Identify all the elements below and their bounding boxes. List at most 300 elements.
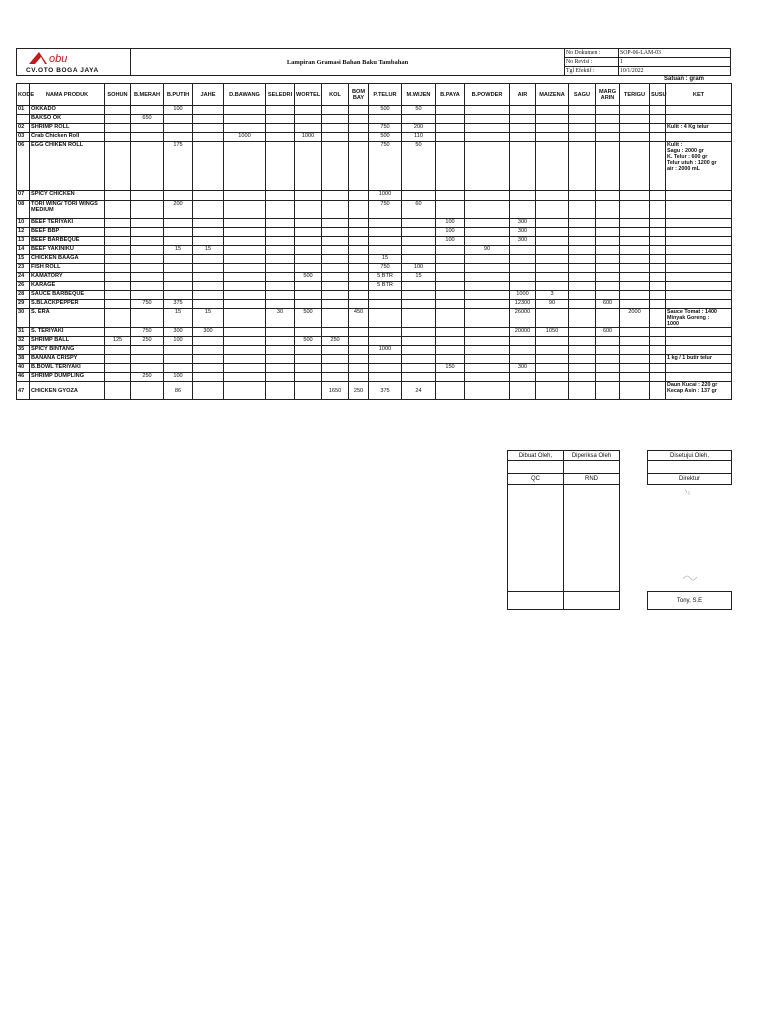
column-header: KOL [322,84,349,106]
quantity-cell [131,142,164,191]
quantity-cell [596,309,620,328]
quantity-cell [596,337,620,346]
quantity-cell [465,309,510,328]
quantity-cell: 150 [436,364,465,373]
product-name: KARAGE [30,282,105,291]
quantity-cell [569,106,596,115]
quantity-cell [266,382,295,400]
quantity-cell [465,191,510,201]
quantity-cell: 750 [369,124,402,133]
quantity-cell [349,219,369,228]
director-stamp-mark [675,487,705,587]
quantity-cell: 15 [193,246,224,255]
quantity-cell [620,382,650,400]
quantity-cell [105,309,131,328]
quantity-cell [436,300,465,309]
quantity-cell [105,255,131,264]
quantity-cell [105,142,131,191]
note-cell [666,115,732,124]
column-header: SUSU [650,84,666,106]
quantity-cell [436,124,465,133]
quantity-cell [322,373,349,382]
product-code: 07 [17,191,30,201]
quantity-cell [569,228,596,237]
column-header: B.PAYA [436,84,465,106]
quantity-cell: 100 [436,219,465,228]
quantity-cell [164,133,193,142]
product-code: 26 [17,282,30,291]
quantity-cell [536,228,569,237]
quantity-cell [620,328,650,337]
quantity-cell [266,291,295,300]
quantity-cell [224,237,266,246]
quantity-cell [465,142,510,191]
quantity-cell [620,255,650,264]
table-row [17,309,732,328]
quantity-cell [131,191,164,201]
quantity-cell [596,191,620,201]
quantity-cell [402,373,436,382]
quantity-cell [105,355,131,364]
quantity-cell [650,328,666,337]
quantity-cell: 450 [349,309,369,328]
quantity-cell [569,382,596,400]
made-by-role: QC [508,474,564,485]
product-name: BEEF YAKINIKU [30,246,105,255]
quantity-cell [105,133,131,142]
quantity-cell [436,382,465,400]
quantity-cell [105,106,131,115]
quantity-cell [369,219,402,228]
quantity-cell [369,228,402,237]
quantity-cell [349,237,369,246]
quantity-cell: 100 [436,228,465,237]
quantity-cell [650,364,666,373]
quantity-cell [620,346,650,355]
product-code: 38 [17,355,30,364]
quantity-cell [510,133,536,142]
quantity-cell [224,300,266,309]
table-row [17,133,732,142]
column-header: P.TELUR [369,84,402,106]
product-code: 46 [17,373,30,382]
quantity-cell [596,106,620,115]
quantity-cell [193,237,224,246]
quantity-cell [650,373,666,382]
quantity-cell [536,355,569,364]
quantity-cell [620,191,650,201]
note-cell [666,133,732,142]
quantity-cell [536,219,569,228]
quantity-cell [402,282,436,291]
product-name: OKKADO [30,106,105,115]
quantity-cell [224,382,266,400]
table-row [17,264,732,273]
quantity-cell [349,133,369,142]
column-header: JAHE [193,84,224,106]
quantity-cell: 200 [402,124,436,133]
quantity-cell [650,237,666,246]
quantity-cell [131,364,164,373]
table-row [17,273,732,282]
note-cell [666,219,732,228]
quantity-cell [510,246,536,255]
quantity-cell [193,219,224,228]
quantity-cell [322,133,349,142]
product-name: B.BOWL TERIYAKI [30,364,105,373]
quantity-cell [349,264,369,273]
product-code [17,115,30,124]
quantity-cell [569,246,596,255]
column-header: SOHUN [105,84,131,106]
quantity-cell [266,228,295,237]
quantity-cell [465,255,510,264]
quantity-cell [131,246,164,255]
quantity-cell [193,300,224,309]
quantity-cell [536,373,569,382]
quantity-cell [266,364,295,373]
table-row [17,346,732,355]
signature-block-qc-rnd [507,450,620,610]
note-cell: Sauce Tomat : 1400 Minyak Goreng : 1000 [666,309,732,328]
quantity-cell [193,191,224,201]
quantity-cell [596,264,620,273]
quantity-cell [164,191,193,201]
quantity-cell [193,337,224,346]
quantity-cell [536,133,569,142]
director-sign-area [648,485,732,592]
quantity-cell [105,237,131,246]
quantity-cell: 250 [322,337,349,346]
quantity-cell [193,346,224,355]
product-code: 06 [17,142,30,191]
quantity-cell: 1000 [510,291,536,300]
quantity-cell [224,246,266,255]
column-header: SELEDRI [266,84,295,106]
table-row [17,300,732,309]
checked-by-heading: Diperiksa Oleh [564,451,620,461]
quantity-cell [105,382,131,400]
product-name: SAUCE BARBEQUE [30,291,105,300]
quantity-cell [266,191,295,201]
quantity-cell [436,309,465,328]
product-code: 30 [17,309,30,328]
quantity-cell [569,309,596,328]
product-code: 40 [17,364,30,373]
quantity-cell [536,273,569,282]
quantity-cell [131,346,164,355]
quantity-cell [295,255,322,264]
quantity-cell [266,328,295,337]
quantity-cell: 750 [369,201,402,219]
quantity-cell [569,264,596,273]
quantity-cell [510,373,536,382]
quantity-cell [131,273,164,282]
quantity-cell [164,115,193,124]
quantity-cell [465,201,510,219]
quantity-cell [224,255,266,264]
quantity-cell [349,115,369,124]
note-cell [666,346,732,355]
quantity-cell: 100 [436,237,465,246]
quantity-cell: 1650 [322,382,349,400]
quantity-cell [569,219,596,228]
quantity-cell [650,355,666,364]
quantity-cell [131,282,164,291]
quantity-cell [322,255,349,264]
quantity-cell [193,291,224,300]
product-name: CHICKEN GYOZA [30,382,105,400]
quantity-cell [295,115,322,124]
note-cell [666,228,732,237]
table-row [17,237,732,246]
quantity-cell [596,228,620,237]
quantity-cell [650,300,666,309]
quantity-cell [510,124,536,133]
note-cell: Daun Kucai : 220 gr Kecap Asin : 137 gr [666,382,732,400]
note-cell [666,282,732,291]
note-cell [666,191,732,201]
quantity-cell [569,373,596,382]
quantity-cell: 15 [369,255,402,264]
quantity-cell: 12300 [510,300,536,309]
quantity-cell [224,337,266,346]
product-code: 03 [17,133,30,142]
product-code: 24 [17,273,30,282]
quantity-cell [369,237,402,246]
quantity-cell [349,355,369,364]
quantity-cell [620,219,650,228]
quantity-cell [295,364,322,373]
quantity-cell [349,364,369,373]
quantity-cell: 15 [164,246,193,255]
quantity-cell: 100 [164,337,193,346]
quantity-cell [349,124,369,133]
quantity-cell [224,282,266,291]
quantity-cell [295,228,322,237]
quantity-cell [510,382,536,400]
quantity-cell [650,273,666,282]
note-cell: Kulit : 4 Kg telur [666,124,732,133]
quantity-cell [224,264,266,273]
meta-label-revision: No Revisi : [565,58,619,67]
quantity-cell [369,246,402,255]
quantity-cell: 500 [369,133,402,142]
quantity-cell [224,124,266,133]
quantity-cell [193,201,224,219]
quantity-cell [322,237,349,246]
quantity-cell [620,115,650,124]
quantity-cell [596,237,620,246]
quantity-cell: 300 [510,219,536,228]
quantity-cell [536,255,569,264]
quantity-cell [436,115,465,124]
quantity-cell [569,237,596,246]
quantity-cell [620,300,650,309]
product-name: SPICY BINTANG [30,346,105,355]
quantity-cell [266,219,295,228]
quantity-cell [465,264,510,273]
quantity-cell [402,346,436,355]
quantity-cell [402,364,436,373]
quantity-cell [164,264,193,273]
quantity-cell [193,142,224,191]
quantity-cell [349,291,369,300]
approved-by-signature-space [648,461,732,474]
quantity-cell [224,106,266,115]
approved-by-role: Direktur [648,474,732,485]
quantity-cell [569,337,596,346]
product-name: S. ERA [30,309,105,328]
quantity-cell [620,264,650,273]
quantity-cell [650,337,666,346]
column-header: B.POWDER [465,84,510,106]
quantity-cell [569,133,596,142]
quantity-cell [322,115,349,124]
quantity-cell [322,228,349,237]
quantity-cell [266,142,295,191]
quantity-cell: 2000 [620,309,650,328]
note-cell [666,328,732,337]
quantity-cell [349,282,369,291]
signature-block-director [647,450,732,610]
quantity-cell [131,133,164,142]
column-header: B.MERAH [131,84,164,106]
quantity-cell [105,346,131,355]
column-header: B.PUTIH [164,84,193,106]
note-cell [666,364,732,373]
product-name: CHICKEN BAAGA [30,255,105,264]
made-by-sign-area [508,485,564,592]
quantity-cell [596,282,620,291]
quantity-cell [266,237,295,246]
quantity-cell [193,282,224,291]
quantity-cell [596,246,620,255]
quantity-cell: 90 [465,246,510,255]
quantity-cell [536,115,569,124]
quantity-cell [402,291,436,300]
quantity-cell [465,337,510,346]
quantity-cell [620,142,650,191]
quantity-cell: 300 [510,237,536,246]
quantity-cell [105,115,131,124]
quantity-cell [650,246,666,255]
quantity-cell [193,124,224,133]
quantity-cell [266,355,295,364]
quantity-cell [510,201,536,219]
quantity-cell [465,133,510,142]
quantity-cell [266,373,295,382]
quantity-cell [193,273,224,282]
quantity-cell [193,382,224,400]
quantity-cell [436,106,465,115]
made-by-name-box [508,592,564,610]
quantity-cell [596,355,620,364]
quantity-cell [465,106,510,115]
column-header: WORTEL [295,84,322,106]
table-row [17,355,732,364]
quantity-cell [620,106,650,115]
quantity-cell [322,106,349,115]
quantity-cell [510,273,536,282]
quantity-cell [620,282,650,291]
quantity-cell [465,382,510,400]
quantity-cell: 90 [536,300,569,309]
ingredient-table [16,83,732,400]
quantity-cell: 200 [164,201,193,219]
column-header: AIR [510,84,536,106]
quantity-cell [164,228,193,237]
quantity-cell [105,219,131,228]
quantity-cell [164,124,193,133]
column-header: MARG ARIN [596,84,620,106]
table-row [17,246,732,255]
quantity-cell [650,382,666,400]
quantity-cell [569,282,596,291]
quantity-cell [620,201,650,219]
quantity-cell: 750 [131,328,164,337]
quantity-cell [131,219,164,228]
quantity-cell [369,373,402,382]
column-header: KODE [17,84,30,106]
product-name: SHRIMP BALL [30,337,105,346]
quantity-cell: 125 [105,337,131,346]
quantity-cell [295,142,322,191]
product-name: KAMATORY [30,273,105,282]
company-name: CV.OTO BOGA JAYA [26,67,99,74]
quantity-cell: 300 [164,328,193,337]
quantity-cell: 500 [369,106,402,115]
quantity-cell [295,106,322,115]
quantity-cell [536,309,569,328]
quantity-cell [569,273,596,282]
checked-by-sign-area [564,485,620,592]
quantity-cell [193,355,224,364]
quantity-cell [266,273,295,282]
quantity-cell [193,115,224,124]
column-header: KET [666,84,732,106]
quantity-cell [402,300,436,309]
quantity-cell [620,337,650,346]
quantity-cell [465,364,510,373]
quantity-cell [164,219,193,228]
quantity-cell [510,282,536,291]
quantity-cell [349,328,369,337]
table-row [17,382,732,400]
product-name: SHRIMP ROLL [30,124,105,133]
quantity-cell: 1050 [536,328,569,337]
quantity-cell: 24 [402,382,436,400]
document-header [16,48,731,76]
quantity-cell [322,191,349,201]
quantity-cell [402,337,436,346]
quantity-cell: 175 [164,142,193,191]
quantity-cell [569,364,596,373]
note-cell [666,300,732,309]
quantity-cell: 100 [164,106,193,115]
quantity-cell [436,346,465,355]
product-code: 08 [17,201,30,219]
quantity-cell: 1000 [369,346,402,355]
quantity-cell [569,291,596,300]
quantity-cell: 110 [402,133,436,142]
quantity-cell: 250 [349,382,369,400]
quantity-cell [536,364,569,373]
table-row [17,142,732,191]
quantity-cell [369,328,402,337]
table-row [17,364,732,373]
quantity-cell [349,106,369,115]
